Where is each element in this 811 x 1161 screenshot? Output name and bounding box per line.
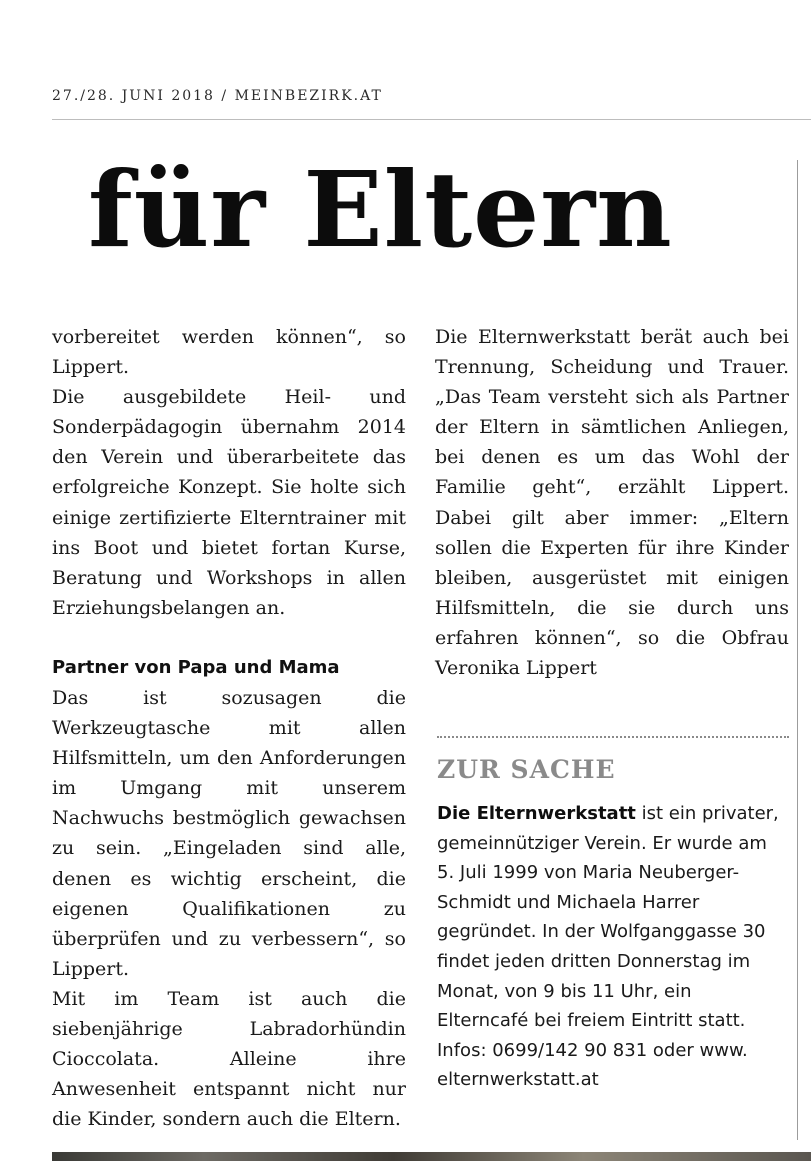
article-column-1 <box>52 322 406 1134</box>
infobox-body: ist ein privater, gemeinnütziger Verein. Er wurde am 5. Juli 1999 von Maria Neuberger-Schmidt und Michaela Harrer gegründet. In der Wolfganggasse 30 findet jeden dritten Donnerstag im Monat, von 9 bis 11 Uhr, ein Elterncafé bei freiem Eintritt statt. Infos: 0699/142 90 831 oder www. elternwerkstatt.at <box>437 803 779 1091</box>
infobox-text <box>437 799 787 1095</box>
paragraph: Das ist sozusagen die Werkzeugtasche mit allen Hilfsmitteln, um den Anforderungen im Umgang mit unserem Nachwuchs bestmöglich gewachsen zu sein. „Eingeladen sind alle, denen es wichtig erscheint, die eigenen Qualifikationen zu überprüfen und zu verbessern“, so Lippert. <box>52 686 406 980</box>
paragraph: Die Elternwerkstatt berät auch bei Trennung, Scheidung und Trauer. „Das Team versteht sich als Partner der Eltern in sämtlichen Anliegen, bei denen es um das Wohl der Familie geht“, erzählt Lippert. Dabei gilt aber immer: „Eltern sollen die Experten für ihre Kinder bleiben, ausgerüstet mit einigen Hilfsmitteln, die sie durch uns erfahren können“, so die Obfrau Veronika Lippert <box>435 326 789 680</box>
infobox-separator <box>437 736 789 738</box>
infobox-lead: Die Elternwerkstatt <box>437 803 636 824</box>
photo-edge <box>52 1152 811 1161</box>
column-divider <box>797 160 798 1140</box>
article-column-2 <box>435 322 789 683</box>
header-rule <box>52 119 811 120</box>
paragraph: vorbereitet werden können“, so Lippert. <box>52 326 406 379</box>
paragraph: Die ausgebildete Heil- und Sonderpädagogin übernahm 2014 den Verein und überarbeitete das erfolgreiche Konzept. Sie holte sich einige zertifizierte Elterntrainer mit ins Boot und bietet fortan Kurse, Beratung und Workshops in allen Erziehungsbelangen an. <box>52 386 406 619</box>
paragraph-gap <box>52 623 406 653</box>
infobox-title: ZUR SACHE <box>437 755 616 784</box>
headline: für Eltern <box>88 148 673 271</box>
paragraph: Mit im Team ist auch die siebenjährige Labradorhündin Cioccolata. Alleine ihre Anwesenheit entspannt nicht nur die Kinder, sondern auch die Eltern. <box>52 987 406 1131</box>
subheading: Partner von Papa und Mama <box>52 656 340 678</box>
dateline: 27./28. JUNI 2018 / MEINBEZIRK.AT <box>52 88 383 104</box>
